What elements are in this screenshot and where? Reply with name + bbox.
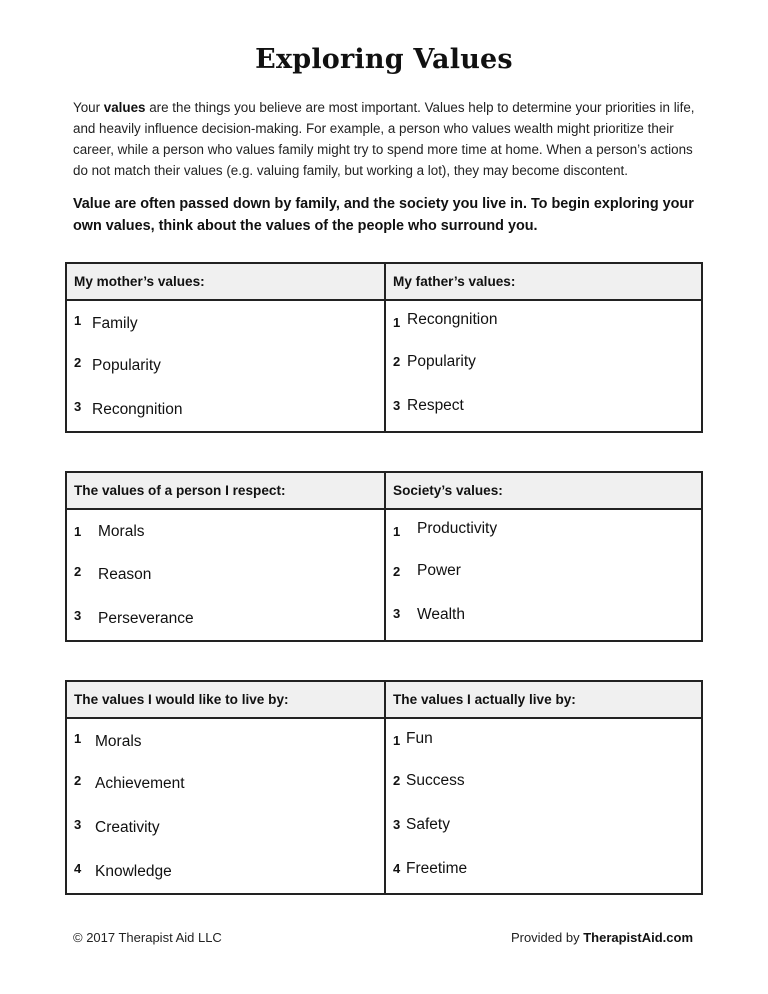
item-number: 2 [393, 564, 401, 579]
item-number: 1 [393, 524, 401, 539]
list-item[interactable] [67, 805, 384, 849]
item-value[interactable]: Power [417, 562, 461, 579]
list-item[interactable] [67, 510, 384, 552]
intro-bold-term: values [103, 100, 146, 115]
list-item[interactable] [386, 510, 701, 552]
column-header: The values I would like to live by: [67, 682, 384, 719]
item-value[interactable]: Morals [98, 523, 145, 540]
list-item[interactable] [386, 596, 701, 640]
item-number: 2 [393, 773, 401, 788]
provided-by [511, 930, 693, 945]
item-value[interactable]: Wealth [417, 606, 465, 623]
item-value[interactable]: Safety [406, 816, 450, 833]
father-values-column [384, 264, 701, 431]
item-value[interactable]: Perseverance [98, 610, 194, 627]
item-value[interactable]: Respect [407, 397, 464, 414]
list-item[interactable] [386, 387, 701, 431]
item-value[interactable]: Recongnition [92, 401, 183, 418]
lead-instruction: Value are often passed down by family, and the society you live in. To begin exploring your own values, think about the values of the people who surround you. [73, 196, 694, 234]
item-number: 2 [74, 355, 82, 370]
list-item[interactable] [67, 343, 384, 387]
list-item[interactable] [67, 761, 384, 805]
item-value[interactable]: Productivity [417, 520, 498, 537]
list-item[interactable] [386, 343, 701, 387]
item-number: 3 [393, 606, 401, 621]
item-number: 3 [393, 398, 401, 413]
list-item[interactable] [67, 301, 384, 343]
item-number: 1 [74, 524, 82, 539]
list-item[interactable] [67, 387, 384, 431]
item-value[interactable]: Freetime [406, 860, 468, 877]
item-number: 3 [74, 817, 82, 832]
intro-paragraph [73, 97, 703, 181]
item-number: 2 [74, 564, 82, 579]
column-header: The values I actually live by: [386, 682, 701, 719]
list-item[interactable] [67, 596, 384, 640]
item-value[interactable]: Reason [98, 566, 152, 583]
item-value[interactable]: Knowledge [95, 863, 172, 880]
item-value[interactable]: Morals [95, 733, 142, 750]
item-number: 4 [393, 861, 401, 876]
item-value[interactable]: Family [92, 315, 138, 332]
page-title: Exploring Values [255, 44, 513, 75]
item-number: 3 [393, 817, 401, 832]
column-header: Society’s values: [386, 473, 701, 510]
list-item[interactable] [67, 552, 384, 596]
intro-suffix: are the things you believe are most important. Values help to determine your priorities in life, and heavily influence decision-making. For example, a person who values wealth might prioritize their career, while a person who values family might try to spend more time at home. When a person’s actions do not match their values (e.g. valuing family, but working a lot), they may become discontent. [73, 100, 695, 178]
item-number: 1 [74, 731, 82, 746]
list-item[interactable] [386, 552, 701, 596]
list-item[interactable] [386, 301, 701, 343]
copyright-notice: © 2017 Therapist Aid LLC [73, 930, 222, 945]
actual-values-column [384, 682, 701, 893]
item-number: 1 [74, 313, 82, 328]
mother-values-column [67, 264, 384, 431]
item-number: 1 [393, 315, 401, 330]
item-value[interactable]: Popularity [407, 353, 476, 370]
column-header: My mother’s values: [67, 264, 384, 301]
item-number: 4 [74, 861, 82, 876]
item-number: 3 [74, 608, 82, 623]
list-item[interactable] [67, 719, 384, 761]
list-item[interactable] [386, 805, 701, 849]
item-number: 1 [393, 733, 401, 748]
intro-prefix: Your [73, 100, 104, 115]
item-value[interactable]: Popularity [92, 357, 161, 374]
item-number: 2 [393, 354, 401, 369]
list-item[interactable] [67, 849, 384, 893]
item-value[interactable]: Recongnition [407, 311, 498, 328]
values-table-others [65, 471, 703, 642]
column-header: My father’s values: [386, 264, 701, 301]
list-item[interactable] [386, 849, 701, 893]
item-value[interactable]: Creativity [95, 819, 160, 836]
item-number: 3 [74, 399, 82, 414]
list-item[interactable] [386, 719, 701, 761]
item-value[interactable]: Achievement [95, 775, 185, 792]
column-header: The values of a person I respect: [67, 473, 384, 510]
values-table-family [65, 262, 703, 433]
ideal-values-column [67, 682, 384, 893]
list-item[interactable] [386, 761, 701, 805]
provided-by-prefix: Provided by [510, 930, 584, 945]
item-value[interactable]: Fun [406, 730, 433, 747]
item-number: 2 [74, 773, 82, 788]
values-table-self [65, 680, 703, 895]
society-values-column [384, 473, 701, 640]
respected-person-values-column [67, 473, 384, 640]
item-value[interactable]: Success [406, 772, 465, 789]
brand-link[interactable]: TherapistAid.com [583, 930, 693, 945]
